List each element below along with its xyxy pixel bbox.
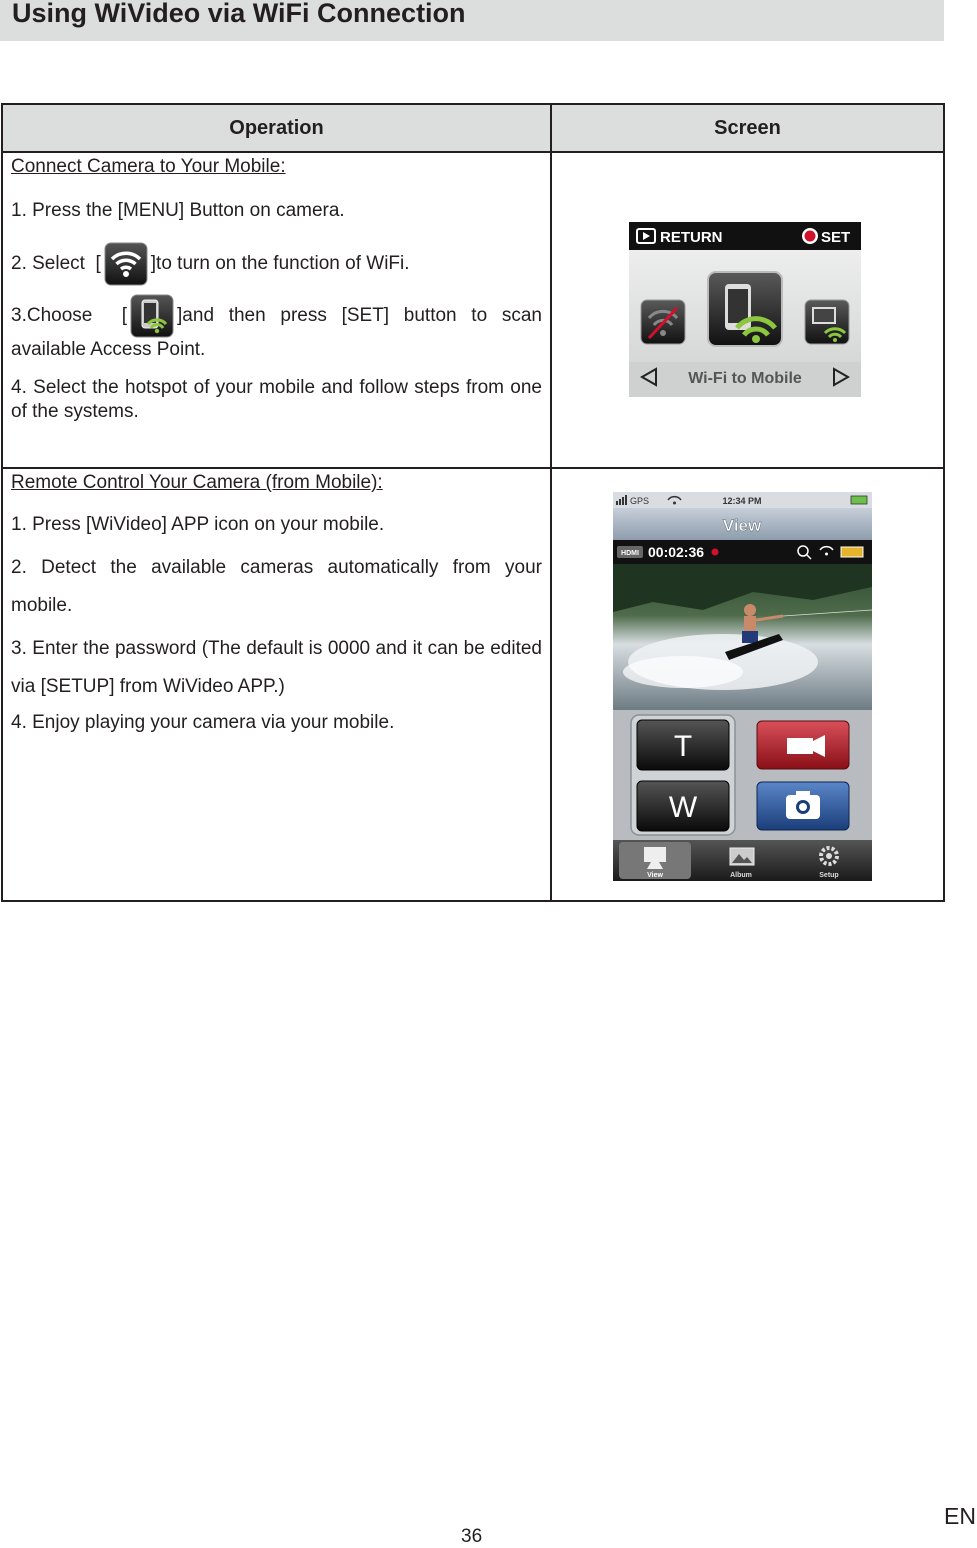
wifi-icon — [104, 242, 148, 286]
step-text-part: ]and then press [SET] button to scan available Access Point. — [11, 305, 542, 360]
header-operation: Operation — [2, 104, 551, 152]
record-time: 00:02:36 — [648, 544, 705, 560]
tab-album[interactable]: Album — [730, 872, 752, 879]
page-title: Using WiVideo via WiFi Connection — [12, 0, 466, 28]
language-tag: EN — [944, 1503, 976, 1529]
mode-label: Wi-Fi to Mobile — [688, 370, 802, 387]
section-title: Connect Camera to Your Mobile: — [11, 156, 286, 177]
status-gps: GPS — [630, 496, 650, 506]
tab-view[interactable]: View — [647, 872, 663, 879]
step-text: 4. Select the hotspot of your mobile and follow steps from one of the systems. — [11, 377, 542, 422]
step-text: 2. Detect the available cameras automatically from your mobile. — [11, 557, 542, 616]
step-text: 3. Enter the password (The default is 0000 and it can be edited via [SETUP] from WiVideo APP.) — [11, 638, 542, 697]
camera-menu-illustration — [629, 222, 861, 397]
step-text: 1. Press [WiVideo] APP icon on your mobile. — [11, 514, 385, 535]
step-text: 1. Press the [MENU] Button on camera. — [11, 200, 345, 221]
section-remote-control — [2, 468, 551, 901]
phone-app-screenshot — [613, 492, 872, 881]
operation-table — [1, 103, 945, 902]
status-time: 12:34 PM — [722, 496, 762, 506]
screen-cell-camera — [551, 152, 944, 468]
page-number: 36 — [461, 1526, 483, 1547]
title-bar — [0, 0, 944, 41]
step-text — [11, 242, 542, 286]
step-text — [11, 294, 542, 362]
hdmi-label: HDMI — [621, 550, 639, 557]
step-text-part: 2. Select [ — [11, 253, 101, 275]
header-screen: Screen — [551, 104, 944, 152]
return-label: RETURN — [660, 229, 723, 246]
nav-title: View — [722, 516, 762, 535]
wifi-to-mobile-icon — [130, 294, 174, 338]
step-text: 4. Enjoy playing your camera via your mobile. — [11, 712, 395, 733]
section-title: Remote Control Your Camera (from Mobile): — [11, 472, 383, 493]
section-connect-camera — [2, 152, 551, 468]
tab-setup[interactable]: Setup — [819, 872, 839, 879]
step-text-part: 3.Choose [ — [11, 305, 128, 327]
zoom-in-label: T — [673, 730, 693, 763]
phone-app-illustration — [613, 492, 872, 881]
zoom-out-label: W — [668, 791, 698, 824]
step-text-part: ]to turn on the function of WiFi. — [150, 253, 410, 275]
screen-cell-phone — [551, 468, 944, 901]
set-label: SET — [821, 229, 851, 246]
camera-wifi-menu-screenshot — [629, 222, 861, 397]
